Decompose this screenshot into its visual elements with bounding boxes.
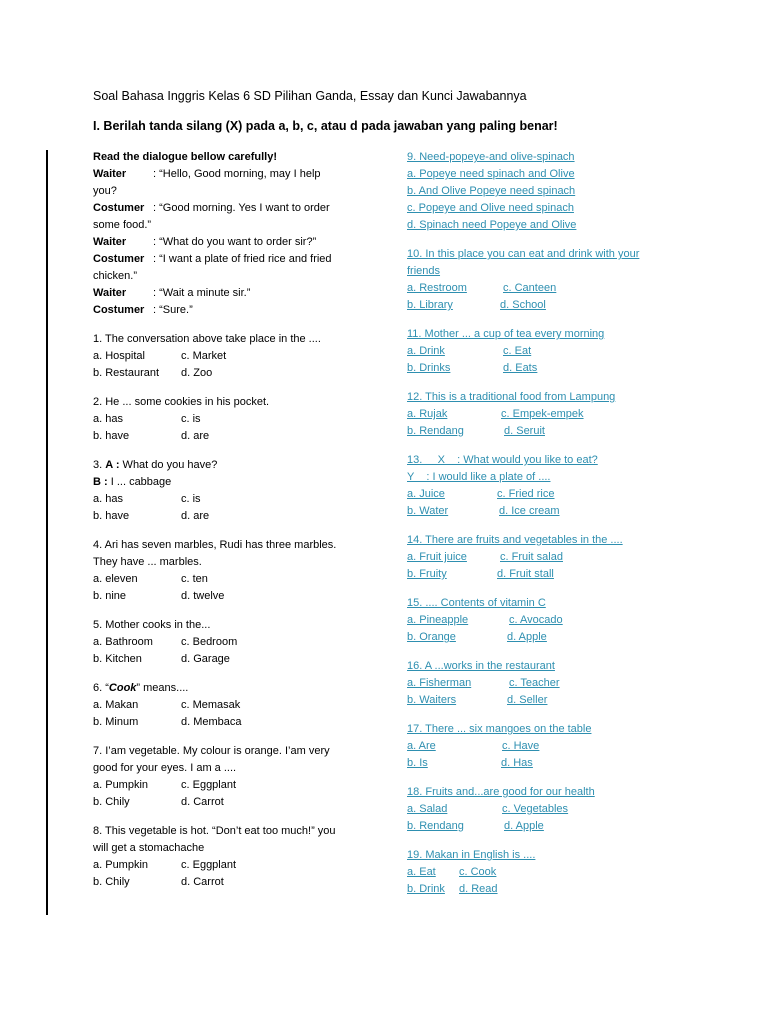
question-text: 7. I’am vegetable. My colour is orange. I’am very: [93, 745, 330, 757]
question-text: 14. There are fruits and vegetables in the ....: [407, 534, 623, 546]
options-row: b. Orange d. Apple: [407, 631, 547, 643]
options-row: b. Library d. School: [407, 299, 546, 311]
options-row: a. Bathroom c. Bedroom: [93, 636, 238, 648]
options-row: a. Restroom c. Canteen: [407, 282, 557, 294]
question-text: 5. Mother cooks in the...: [93, 619, 211, 631]
document-title: Soal Bahasa Inggris Kelas 6 SD Pilihan Ganda, Essay dan Kunci Jawabannya: [93, 89, 527, 103]
dialogue-line: Waiter : “What do you want to order sir?”: [93, 236, 317, 248]
dialogue-line-cont: some food.”: [93, 219, 152, 231]
question-text: 10. In this place you can eat and drink with your: [407, 248, 640, 260]
options-row: b. Waiters d. Seller: [407, 694, 548, 706]
options-row: a. Makan c. Memasak: [93, 699, 241, 711]
options-row: b. Drinks d. Eats: [407, 362, 538, 374]
dialogue-line: Costumer : “I want a plate of fried rice and fried: [93, 253, 332, 265]
question-text: good for your eyes. I am a ....: [93, 762, 237, 774]
options-row: a. Pumpkin c. Eggplant: [93, 859, 237, 871]
question-text: 13. X : What would you like to eat?: [407, 454, 598, 466]
options-row: b. Fruity d. Fruit stall: [407, 568, 554, 580]
options-row: a. Salad c. Vegetables: [407, 803, 569, 815]
question-text: 16. A ...works in the restaurant: [407, 660, 555, 672]
question-text: They have ... marbles.: [93, 556, 202, 568]
option-line: c. Popeye and Olive need spinach: [407, 202, 574, 214]
question-text: 4. Ari has seven marbles, Rudi has three marbles.: [93, 539, 337, 551]
question-text: 17. There ... six mangoes on the table: [407, 723, 592, 735]
options-row: b. Chily d. Carrot: [93, 796, 224, 808]
dialogue-line-cont: you?: [93, 185, 117, 197]
options-row: b. have d. are: [93, 430, 210, 442]
options-row: a. Eat c. Cook: [407, 866, 497, 878]
options-row: a. has c. is: [93, 413, 201, 425]
question-text: 19. Makan in English is ....: [407, 849, 536, 861]
options-row: a. Fisherman c. Teacher: [407, 677, 560, 689]
question-text: 18. Fruits and...are good for our health: [407, 786, 595, 798]
question-text: 1. The conversation above take place in the ....: [93, 333, 321, 345]
question-text: 15. .... Contents of vitamin C: [407, 597, 546, 609]
options-row: a. Hospital c. Market: [93, 350, 227, 362]
option-line: b. And Olive Popeye need spinach: [407, 185, 576, 197]
options-row: b. Restaurant d. Zoo: [93, 367, 213, 379]
dialogue-line-cont: chicken.”: [93, 270, 138, 282]
options-row: a. Drink c. Eat: [407, 345, 532, 357]
dialogue-line: Waiter : “Hello, Good morning, may I help: [93, 168, 321, 180]
dialogue-line: Costumer : “Sure.”: [93, 304, 193, 316]
options-row: b. Rendang d. Apple: [407, 820, 544, 832]
right-column: [407, 149, 697, 898]
options-row: a. Juice c. Fried rice: [407, 488, 555, 500]
question-text: 9. Need-popeye-and olive-spinach: [407, 151, 575, 163]
options-row: a. Pineapple c. Avocado: [407, 614, 563, 626]
options-row: b. Minum d. Membaca: [93, 716, 242, 728]
options-row: b. Drink d. Read: [407, 883, 498, 895]
instruction-heading: I. Berilah tanda silang (X) pada a, b, c, atau d pada jawaban yang paling benar!: [93, 119, 558, 133]
question-text: 2. He ... some cookies in his pocket.: [93, 396, 270, 408]
options-row: b. Chily d. Carrot: [93, 876, 224, 888]
option-line: a. Popeye need spinach and Olive: [407, 168, 575, 180]
options-row: b. Rendang d. Seruit: [407, 425, 545, 437]
question-text: 12. This is a traditional food from Lampung: [407, 391, 616, 403]
question-text: 11. Mother ... a cup of tea every morning: [407, 328, 605, 340]
left-column: [93, 149, 368, 891]
question-text: 8. This vegetable is hot. “Don’t eat too much!” you: [93, 825, 336, 837]
options-row: a. Fruit juice c. Fruit salad: [407, 551, 563, 563]
dialogue-heading: Read the dialogue bellow carefully!: [93, 151, 277, 163]
question-text: Y : I would like a plate of ....: [407, 471, 551, 483]
options-row: a. Rujak c. Empek-empek: [407, 408, 584, 420]
options-row: a. has c. is: [93, 493, 201, 505]
question-text: friends: [407, 265, 441, 277]
options-row: b. nine d. twelve: [93, 590, 225, 602]
margin-rule: [46, 150, 48, 915]
options-row: b. Kitchen d. Garage: [93, 653, 230, 665]
options-row: a. Are c. Have: [407, 740, 540, 752]
question-text: 6. “Cook” means....: [93, 682, 189, 694]
options-row: b. Water d. Ice cream: [407, 505, 560, 517]
dialogue-line: Waiter : “Wait a minute sir.”: [93, 287, 251, 299]
question-text: B : I ... cabbage: [93, 476, 172, 488]
question-text: will get a stomachache: [93, 842, 205, 854]
options-row: b. Is d. Has: [407, 757, 533, 769]
options-row: a. eleven c. ten: [93, 573, 208, 585]
option-line: d. Spinach need Popeye and Olive: [407, 219, 577, 231]
question-text: 3. A : What do you have?: [93, 459, 218, 471]
options-row: a. Pumpkin c. Eggplant: [93, 779, 237, 791]
options-row: b. have d. are: [93, 510, 210, 522]
dialogue-line: Costumer : “Good morning. Yes I want to order: [93, 202, 330, 214]
